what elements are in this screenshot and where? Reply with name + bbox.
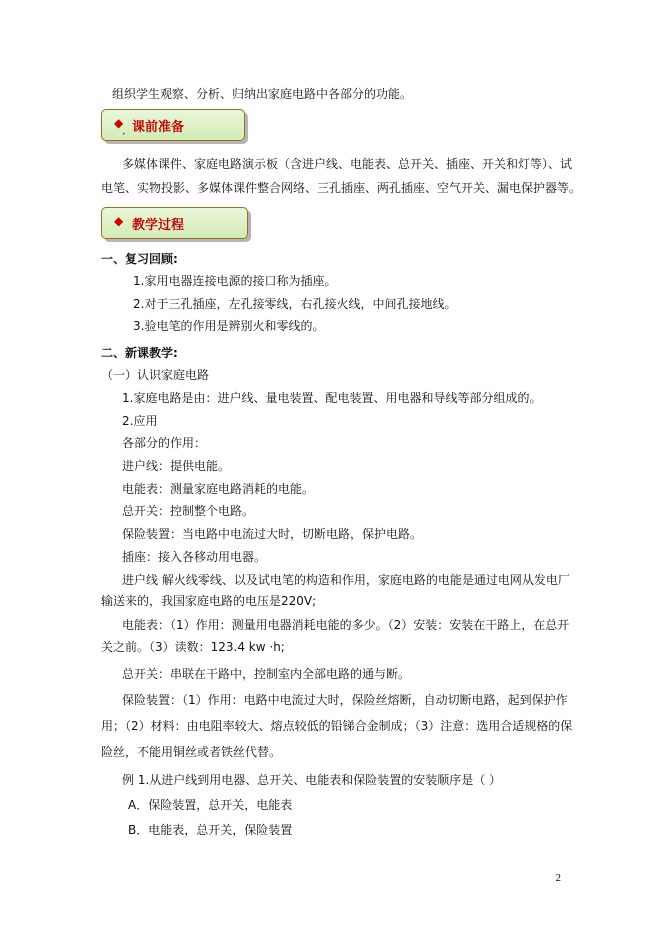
para1-line-2: 输送来的，我国家庭电路的电压是220V; [101, 594, 317, 608]
page-number: 2 [555, 872, 561, 884]
option-a: A．保险装置，总开关，电能表 [128, 798, 293, 812]
para2-line-2: 关之前。（3）读数：123.4 kw ·h; [101, 640, 285, 654]
new-lesson-subheading: （一）认识家庭电路 [101, 368, 210, 382]
section-title-process: 教学过程 [132, 218, 185, 233]
intro-line: 组织学生观察、分析、归纳出家庭电路中各部分的功能。 [112, 87, 413, 101]
section-banner-process [101, 207, 248, 239]
prep-line-2: 电笔、实物投影、多媒体课件整合网络、三孔插座、两孔插座、空气开关、漏电保护器等。 [101, 181, 582, 195]
review-heading: 一、复习回顾: [101, 252, 178, 266]
lesson-line-6: 总开关：控制整个电路。 [122, 504, 255, 518]
review-item-3: 3.验电笔的作用是辨别火和零线的。 [133, 319, 325, 333]
para4-line-1: 保险装置：（1）作用：电路中电流过大时，保险丝熔断，自动切断电路，起到保护作 [122, 693, 568, 707]
lesson-line-5: 电能表：测量家庭电路消耗的电能。 [122, 482, 315, 496]
diamond-icon: ◆ [114, 214, 124, 228]
lesson-line-8: 插座：接入各移动用电器。 [122, 550, 267, 564]
lesson-line-2: 2.应用 [122, 414, 158, 428]
section-title-prep: 课前准备 [132, 120, 185, 135]
section-banner-prep [101, 109, 245, 141]
dot-mark: • [122, 131, 126, 138]
para4-line-2: 用；（2）材料：由电阻率较大、熔点较低的铅锑合金制成；（3）注意：选用合适规格的保 [101, 719, 573, 733]
lesson-line-1: 1.家庭电路是由：进户线、量电装置、配电装置、用电器和导线等部分组成的。 [122, 391, 542, 405]
review-item-1: 1.家用电器连接电源的接口称为插座。 [133, 274, 337, 288]
para1-line-1: 进户线 解火线零线、以及试电笔的构造和作用，家庭电路的电能是通过电网从发电厂 [122, 573, 570, 587]
new-lesson-heading: 二、新课教学: [101, 346, 178, 360]
option-b: B．电能表，总开关，保险装置 [128, 823, 293, 837]
diamond-icon: ◆ [114, 116, 124, 130]
prep-line-1: 多媒体课件、家庭电路演示板（含进户线、电能表、总开关、插座、开关和灯等）、试 [122, 157, 573, 171]
para4-line-3: 险丝，不能用铜丝或者铁丝代替。 [101, 745, 282, 759]
para3-line: 总开关：串联在干路中，控制室内全部电路的通与断。 [122, 667, 411, 681]
lesson-line-4: 进户线：提供电能。 [122, 459, 231, 473]
example-question: 例 1.从进户线到用电器、总开关、电能表和保险装置的安装顺序是（ ） [122, 773, 502, 787]
lesson-line-3: 各部分的作用： [122, 436, 207, 450]
review-item-2: 2.对于三孔插座，左孔接零线，右孔接火线，中间孔接地线。 [133, 297, 457, 311]
lesson-line-7: 保险装置：当电路中电流过大时，切断电路，保护电路。 [122, 527, 423, 541]
para2-line-1: 电能表：（1）作用：测量用电器消耗电能的多少。（2）安装：安装在干路上，在总开 [122, 618, 570, 632]
